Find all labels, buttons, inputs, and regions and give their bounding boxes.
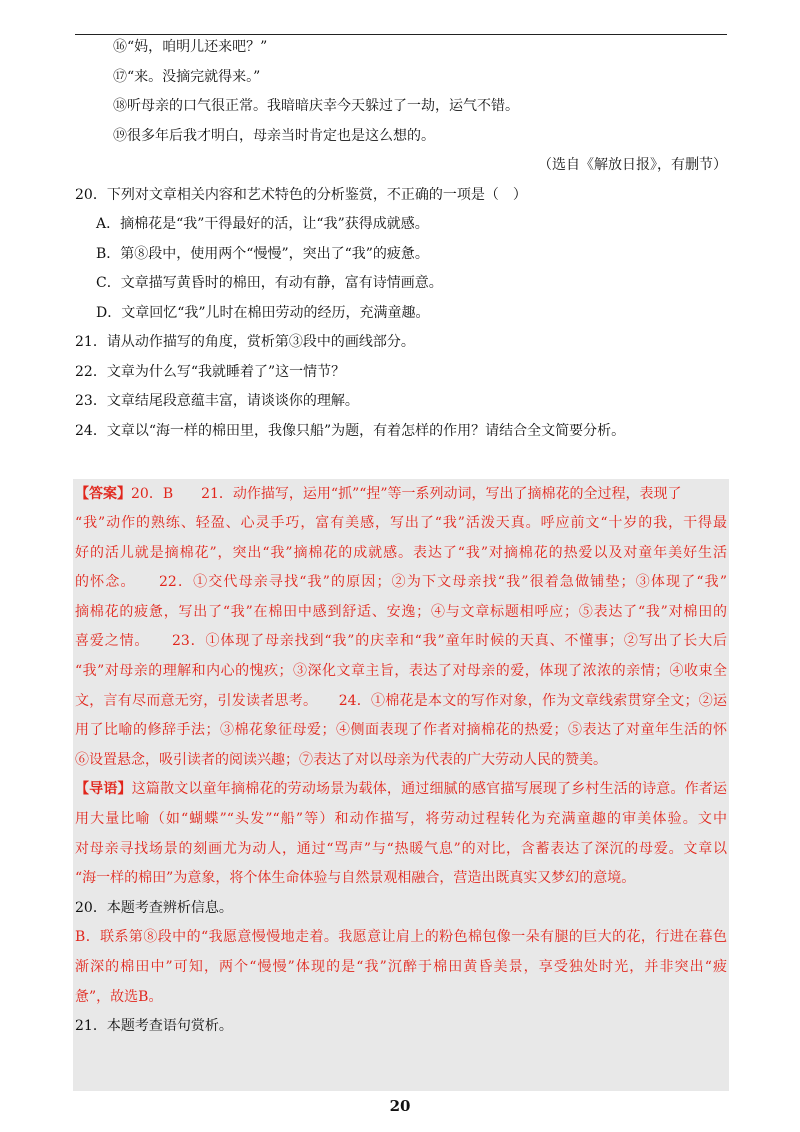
paragraph-text: “来。没摘完就得来。” — [127, 68, 261, 85]
passage-paragraph-19 — [75, 122, 727, 152]
paragraph-number: ⑯ — [113, 39, 127, 55]
passage-and-questions — [75, 33, 727, 446]
paragraph-text: 听母亲的口气很正常。我暗暗庆幸今天躲过了一劫，运气不错。 — [127, 98, 519, 114]
source-citation: （选自《解放日报》，有删节） — [538, 157, 727, 173]
guide-line-text: 这篇散文以童年摘棉花的劳动场景为载体，通过细腻的感官描写展现了乡村生活的诗意。作者运 — [131, 781, 727, 798]
guide-label: 【导语】 — [75, 781, 132, 798]
explanation-heading-21: 21．本题考查语句赏析。 — [75, 1018, 233, 1035]
guide-line — [75, 775, 727, 805]
explanation-heading-20: 20．本题考查辨析信息。 — [75, 899, 233, 916]
answer-line — [75, 480, 727, 510]
page-number: 20 — [389, 1097, 411, 1115]
question-21-stem: 21．请从动作描写的角度，赏析第③段中的画线部分。 — [75, 334, 415, 350]
explanation-line: 渐深的棉田中”可知，两个“慢慢”体现的是“我”沉醉于棉田黄昏美景，享受独处时光，并非突出“疲 — [75, 959, 727, 975]
question-22-stem: 22．文章为什么写“我就睡着了”这一情节？ — [75, 363, 346, 380]
answer-line: “我”对母亲的理解和内心的愧疚；③深化文章主旨，表达了对母亲的爱，体现了浓浓的亲情；④收束全 — [75, 663, 727, 680]
paragraph-number: ⑲ — [113, 127, 127, 144]
answer-line: 文，言有尽而意无穷，引发读者思考。 24．①棉花是本文的写作对象，作为文章线索贯穿全文；②运 — [75, 692, 727, 709]
question-20-option-c: C．文章描写黄昏时的棉田，有动有静，富有诗情画意。 — [96, 275, 443, 291]
answer-section — [75, 480, 727, 1042]
question-20-option-a: A．摘棉花是“我”干得最好的活，让“我”获得成就感。 — [96, 216, 429, 232]
passage-paragraph-17 — [75, 63, 727, 93]
passage-paragraph-16 — [75, 33, 727, 63]
answer-line: “我”动作的熟练、轻盈、心灵手巧，富有美感，写出了“我”活泼天真。呼应前文“十岁的我，干得最 — [75, 515, 727, 532]
paragraph-number: ⑱ — [113, 98, 127, 114]
answer-label: 【答案】 — [75, 485, 131, 502]
answer-line: 好的活儿就是摘棉花”，突出“我”摘棉花的成就感。表达了“我”对摘棉花的热爱以及对童年美好生活 — [75, 544, 727, 561]
guide-line: “海一样的棉田”为意象，将个体生命体验与自然景观相融合，营造出既真实又梦幻的意境。 — [75, 870, 636, 887]
question-20-option-b: B．第⑧段中，使用两个“慢慢”，突出了“我”的疲惫。 — [96, 245, 429, 262]
question-23-stem: 23．文章结尾段意蕴丰富，请谈谈你的理解。 — [75, 393, 359, 409]
question-20-option-d: D．文章回忆“我”儿时在棉田劳动的经历，充满童趣。 — [96, 304, 430, 321]
answer-line: 用了比喻的修辞手法；③棉花象征母爱；④侧面表现了作者对摘棉花的热爱；⑤表达了对童年生活的怀 — [75, 722, 727, 739]
explanation-line: B．联系第⑧段中的“我愿意慢慢地走着。我愿意让肩上的粉色棉包像一朵有腿的巨大的花，行进在暮色 — [75, 929, 727, 946]
paragraph-text: “妈，咱明儿还来吧？” — [127, 39, 268, 55]
answer-line: ⑥设置悬念，吸引读者的阅读兴趣；⑦表达了对以母亲为代表的广大劳动人民的赞美。 — [75, 751, 607, 768]
answer-line: 的怀念。 22．①交代母亲寻找“我”的原因；②为下文母亲找“我”很着急做铺垫；③体现了“我” — [75, 574, 727, 591]
guide-line: 对母亲寻找场景的刻画尤为动人，通过“骂声”与“热暖气息”的对比，含蓄表达了深沉的母爱。文章以 — [75, 840, 727, 857]
passage-paragraph-18 — [75, 92, 727, 122]
paragraph-number: ⑰ — [113, 68, 127, 85]
answer-line: 摘棉花的疲惫，写出了“我”在棉田中感到舒适、安逸；④与文章标题相呼应；⑤表达了“我”对棉田的 — [75, 603, 727, 620]
question-20-stem: 20．下列对文章相关内容和艺术特色的分析鉴赏，不正确的一项是（ ） — [75, 186, 527, 203]
explanation-line: 惫”，故选B。 — [75, 988, 163, 1005]
guide-line: 用大量比喻（如“蝴蝶”“头发”“船”等）和动作描写，将劳动过程转化为充满童趣的审美体验。文中 — [75, 811, 727, 828]
answer-line-text: 20．B 21．动作描写，运用“抓”“捏”等一系列动词，写出了摘棉花的全过程，表现了 — [131, 485, 682, 502]
paragraph-text: 很多年后我才明白，母亲当时肯定也是这么想的。 — [127, 127, 435, 144]
question-24-stem: 24．文章以“海一样的棉田里，我像只船”为题，有着怎样的作用？请结合全文简要分析。 — [75, 422, 626, 439]
answer-line: 喜爱之情。 23．①体现了母亲找到“我”的庆幸和“我”童年时候的天真、不懂事；②写出了长大后 — [75, 633, 727, 650]
